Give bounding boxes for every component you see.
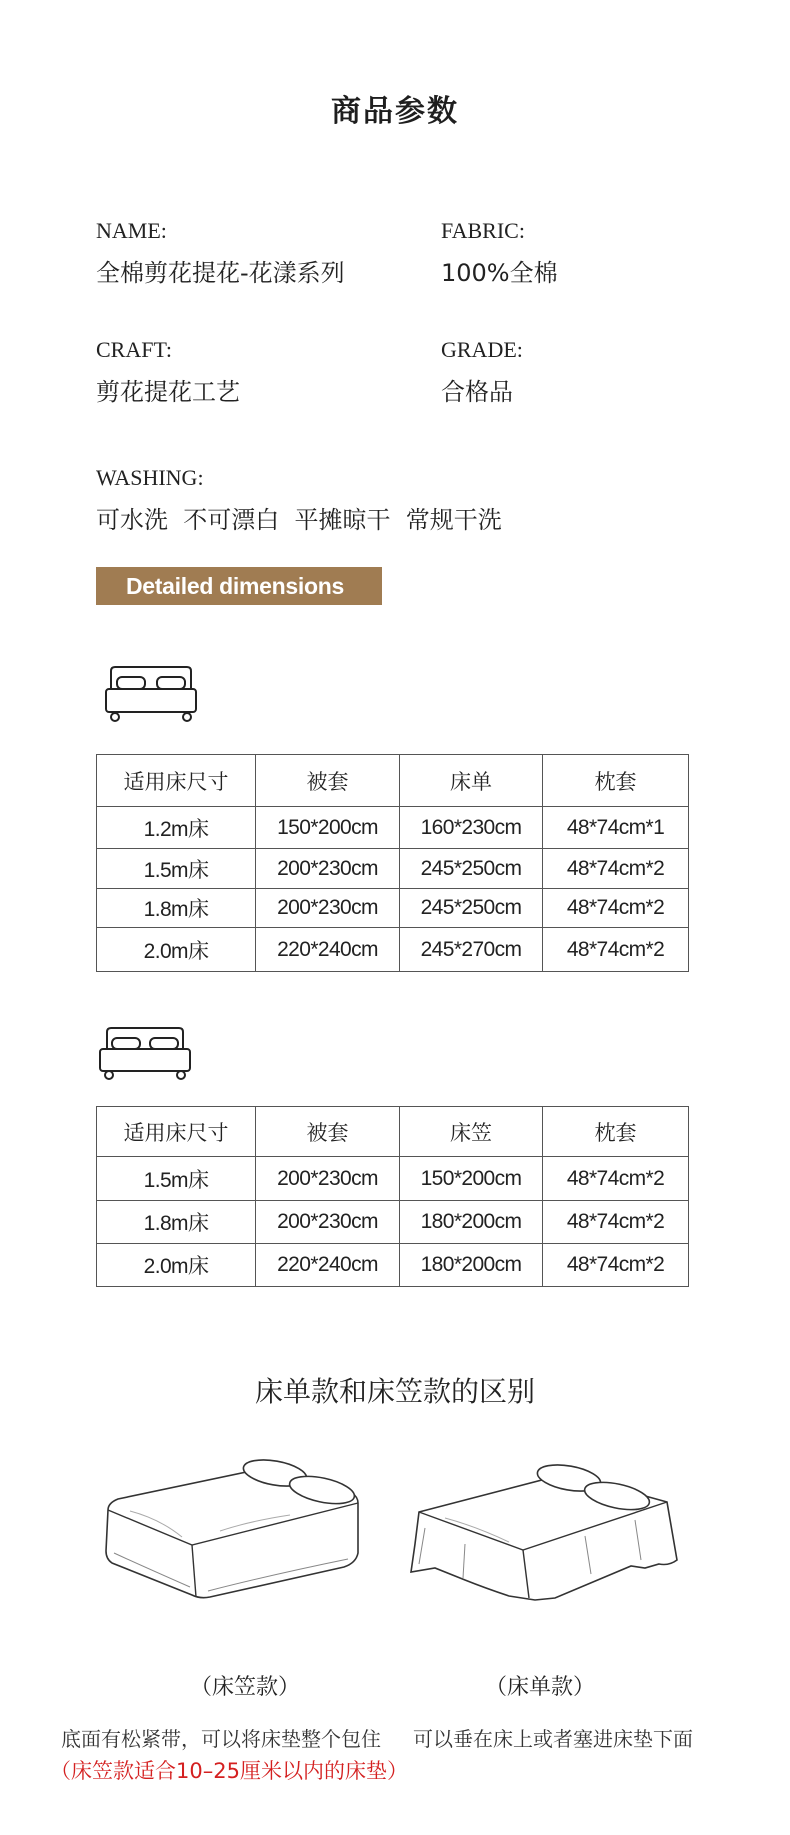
- page-title: 商品参数: [331, 94, 459, 129]
- table-cell: 200*230cm: [256, 849, 400, 889]
- table-row: [97, 807, 689, 849]
- header-fitted-sheet: 床笠: [400, 1107, 543, 1157]
- table-cell: 200*230cm: [256, 1201, 400, 1244]
- table-cell: 200*230cm: [256, 889, 400, 928]
- header-pillowcase: 枕套: [543, 755, 689, 807]
- header-bed-size: 适用床尺寸: [97, 755, 256, 807]
- table-cell: 220*240cm: [256, 1244, 400, 1287]
- table-cell: 48*74cm*2: [543, 1157, 689, 1201]
- table-row: [97, 889, 689, 928]
- table-cell: 150*200cm: [256, 807, 400, 849]
- comparison-title: 床单款和床笠款的区别: [254, 1375, 535, 1408]
- grade-label: GRADE:: [441, 337, 523, 362]
- header-duvet-cover: 被套: [256, 755, 400, 807]
- header-bed-size: 适用床尺寸: [97, 1107, 256, 1157]
- table-cell: 48*74cm*2: [543, 928, 689, 972]
- craft-label: CRAFT:: [96, 337, 172, 362]
- table-cell: 1.5m床: [97, 849, 256, 889]
- table-cell: 48*74cm*2: [543, 1244, 689, 1287]
- craft-value: 剪花提花工艺: [96, 378, 240, 406]
- table-cell: 160*230cm: [400, 807, 543, 849]
- table-cell: 1.5m床: [97, 1157, 256, 1201]
- flat-sheet-illustration: [405, 1448, 685, 1612]
- table-cell: 245*250cm: [400, 849, 543, 889]
- table-row: [97, 1201, 689, 1244]
- table-row: [97, 928, 689, 972]
- badge-label: Detailed dimensions: [126, 573, 344, 599]
- bed-icon: [105, 665, 197, 727]
- flat-note: 可以垂在床上或者塞进床垫下面: [413, 1727, 693, 1751]
- fabric-value: 100%全棉: [441, 259, 558, 287]
- fitted-caption: （床笠款）: [190, 1675, 301, 1700]
- table-cell: 245*250cm: [400, 889, 543, 928]
- table-cell: 1.8m床: [97, 1201, 256, 1244]
- dimensions-table-fitted-sheet: [96, 1106, 689, 1287]
- detailed-dimensions-badge: [96, 567, 382, 605]
- bed-icon: [99, 1027, 191, 1085]
- table-cell: 245*270cm: [400, 928, 543, 972]
- header-pillowcase: 枕套: [543, 1107, 689, 1157]
- fitted-note: 底面有松紧带，可以将床垫整个包住: [61, 1727, 381, 1751]
- washing-value: 可水洗 不可漂白 平摊晾干 常规干洗: [96, 506, 502, 534]
- fitted-sheet-illustration: [100, 1455, 370, 1609]
- table-cell: 200*230cm: [256, 1157, 400, 1201]
- table-row: [97, 1244, 689, 1287]
- table-cell: 2.0m床: [97, 928, 256, 972]
- table-header-row: [97, 1107, 689, 1157]
- fitted-note-red: （床笠款适合10–25厘米以内的床垫）: [50, 1759, 408, 1783]
- dimensions-table-flat-sheet: [96, 754, 689, 972]
- fabric-label: FABRIC:: [441, 218, 525, 243]
- name-label: NAME:: [96, 218, 167, 243]
- washing-label: WASHING:: [96, 465, 204, 490]
- table-row: [97, 1157, 689, 1201]
- table-cell: 2.0m床: [97, 1244, 256, 1287]
- header-bed-sheet: 床单: [400, 755, 543, 807]
- table-header-row: [97, 755, 689, 807]
- header-duvet-cover: 被套: [256, 1107, 400, 1157]
- table-cell: 180*200cm: [400, 1201, 543, 1244]
- table-cell: 48*74cm*2: [543, 849, 689, 889]
- table-row: [97, 849, 689, 889]
- table-cell: 48*74cm*2: [543, 889, 689, 928]
- table-cell: 150*200cm: [400, 1157, 543, 1201]
- table-cell: 48*74cm*1: [543, 807, 689, 849]
- table-cell: 1.8m床: [97, 889, 256, 928]
- table-cell: 1.2m床: [97, 807, 256, 849]
- table-cell: 48*74cm*2: [543, 1201, 689, 1244]
- table-cell: 220*240cm: [256, 928, 400, 972]
- flat-caption: （床单款）: [485, 1675, 596, 1700]
- name-value: 全棉剪花提花-花漾系列: [96, 259, 345, 287]
- table-cell: 180*200cm: [400, 1244, 543, 1287]
- grade-value: 合格品: [441, 378, 513, 406]
